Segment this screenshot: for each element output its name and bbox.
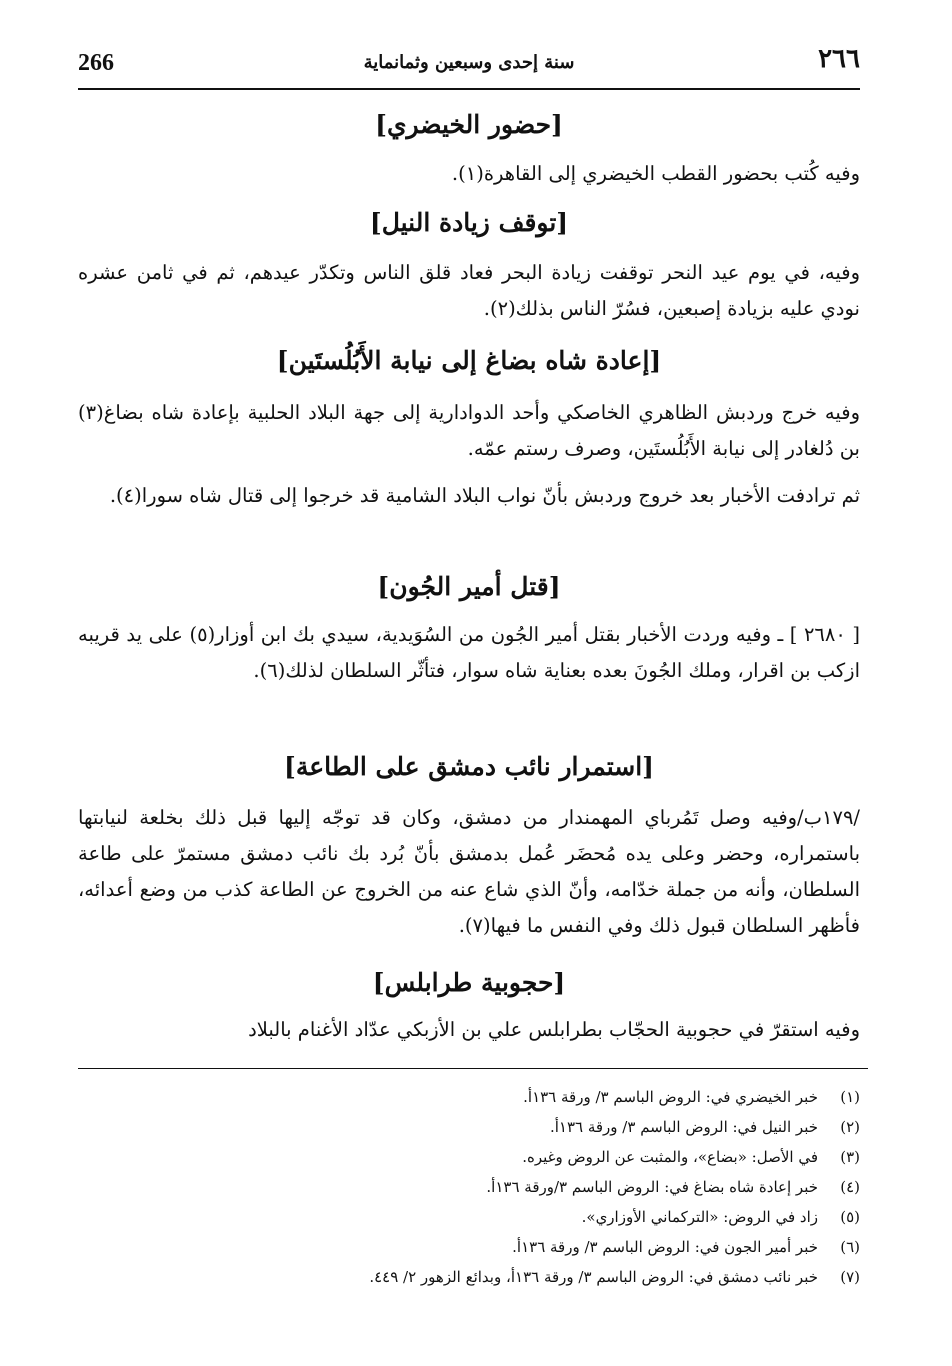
footnote-rule: [78, 1068, 868, 1069]
footnote-number: (٢): [840, 1118, 860, 1136]
footnote-text: خبر الخيضري في: الروض الباسم ٣/ ورقة ١٣٦أ.: [523, 1088, 818, 1106]
book-page: [78, 0, 860, 1366]
footnote-number: (٧): [840, 1268, 860, 1286]
footnote: [78, 1268, 860, 1298]
section-paragraph: [ ٢٦٨٠ ] ـ وفيه وردت الأخبار بقتل أمير الجُون من السُوَيدية، سيدي بك ابن أوزار(٥) على يد قريبه ازكب بن اقرار، وملك الجُونَ بعده بعناية شاه سوار، فتأثّر السلطان لذلك(٦).: [78, 623, 860, 682]
section-paragraph: /١٧٩ب/وفيه وصل تَمُرباي المهمندار من دمشق، وكان قد توجّه إليها قبل ذلك بخلعة لنيابتها باستمراره، وحضر وعلى يده مُحضَر عُمل بدمشق بأنّ بُرد بك نائب دمشق مستمرّ على طاعة السلطان، وأنه من جملة خدّامه، وأنّ الذي شاع عنه من الخروج عن الطاعة كذب من وضع أعدائه، فأظهر السلطان قبول ذلك وفي النفس ما فيها(٧).: [78, 806, 860, 937]
section-heading: [حجوبية طرابلس]: [372, 968, 566, 997]
section-paragraph: وفيه خرج وردبش الظاهري الخاصكي وأحد الدوادارية إلى جهة البلاد الحلبية بإعادة شاه بضاغ(٣) بن دُلغادر إلى نيابة الأَبُلُستَين، وصرف رستم عمّه.: [78, 401, 860, 460]
header-rule: [78, 88, 860, 90]
running-title: سنة إحدى وسبعين وثمانماية: [363, 52, 575, 73]
footnote-number: (٣): [840, 1148, 860, 1166]
footnote-text: خبر أمير الجون في: الروض الباسم ٣/ ورقة ١٣٦أ.: [512, 1238, 818, 1256]
footnote-number: (٤): [840, 1178, 860, 1196]
footnote-text: خبر النيل في: الروض الباسم ٣/ ورقة ١٣٦أ.: [549, 1118, 818, 1136]
section-paragraph: وفيه، في يوم عيد النحر توقفت زيادة البحر فعاد قلق الناس وتكدّر عيدهم، ثم في ثامن عشره نودي عليه بزيادة إصبعين، فسُرّ الناس بذلك(٢).: [78, 261, 860, 320]
footnote: [78, 1148, 860, 1178]
footnote-text: خبر إعادة شاه بضاغ في: الروض الباسم ٣/ورقة ١٣٦أ.: [486, 1178, 818, 1196]
footnote-text: خبر نائب دمشق في: الروض الباسم ٣/ ورقة ١٣٦أ، وبدائع الزهور ٢/ ٤٤٩.: [369, 1268, 818, 1286]
section-paragraph: وفيه استقرّ في حجوبية الحجّاب بطرابلس علي بن الأزبكي عدّاد الأغنام بالبلاد: [248, 1018, 860, 1041]
section-paragraph: ثم ترادفت الأخبار بعد خروج وردبش بأنّ نواب البلاد الشامية قد خرجوا إلى قتال شاه سورا(٤).: [109, 484, 860, 507]
footnote: [78, 1118, 860, 1148]
footnote-number: (٥): [840, 1208, 860, 1226]
section-heading: [استمرار نائب دمشق على الطاعة]: [284, 752, 654, 781]
footnote: [78, 1178, 860, 1208]
running-header: [78, 44, 860, 90]
footnote-number: (٦): [840, 1238, 860, 1256]
footnote: [78, 1238, 860, 1268]
footnote-text: في الأصل: «بضاع»، والمثبت عن الروض وغيره.: [522, 1148, 818, 1166]
footnote-number: (١): [840, 1088, 860, 1106]
footnote: [78, 1208, 860, 1238]
section-heading: [إعادة شاه بضاغ إلى نيابة الأَبُلُستَين]: [276, 346, 662, 375]
footnote-text: زاد في الروض: «التركماني الأوزاري».: [581, 1208, 818, 1226]
section-heading: [حضور الخيضري]: [375, 110, 563, 139]
section-heading: [قتل أمير الجُون]: [377, 572, 561, 601]
page-number-arabic: ٢٦٦: [818, 44, 860, 74]
footnote: [78, 1088, 860, 1118]
section-paragraph: وفيه كُتب بحضور القطب الخيضري إلى القاهرة(١).: [451, 162, 860, 185]
page-number-latin: 266: [78, 50, 114, 76]
section-heading: [توقف زيادة النيل]: [369, 208, 569, 237]
